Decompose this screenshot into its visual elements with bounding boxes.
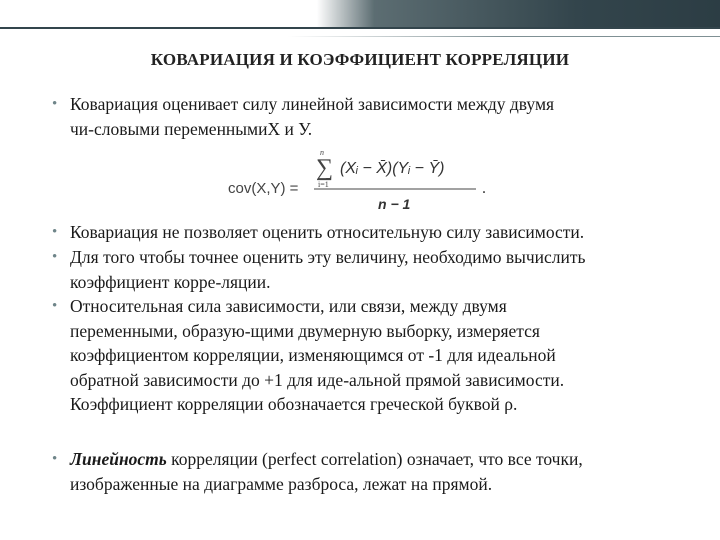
formula-denominator: n − 1 xyxy=(378,196,411,212)
bullet-text-line: обратной зависимости до +1 для иде-альной прямой зависимости. xyxy=(70,369,565,390)
bullet-text-line: Для того чтобы точнее оценить эту величину, необходимо вычислить xyxy=(70,247,586,267)
bullet-dot: • xyxy=(52,451,58,467)
bullet-text-line: изображенные на диаграмме разброса, лежат на прямой. xyxy=(70,473,493,494)
formula-sum-bottom: i=1 xyxy=(318,180,329,189)
bullet-dot: • xyxy=(52,96,58,112)
bullet-relative-strength xyxy=(52,294,690,417)
bullet-emphasis: Линейность xyxy=(70,449,167,469)
slide-title: КОВАРИАЦИЯ И КОЭФФИЦИЕНТ КОРРЕЛЯЦИИ xyxy=(150,50,570,69)
bullet-limitation xyxy=(52,220,690,245)
bullet-text-line: коэффициент корре-ляции. xyxy=(70,271,271,292)
formula-sigma: ∑ xyxy=(316,155,334,181)
accent-line xyxy=(0,36,720,37)
formula-trailing-dot: . xyxy=(482,180,486,197)
bullet-dot: • xyxy=(52,224,58,240)
bullet-text-line: переменными, образую-щими двумерную выборку, измеряется xyxy=(70,320,540,341)
header-band xyxy=(0,0,720,28)
header-divider xyxy=(0,27,720,29)
bullet-linearity xyxy=(52,447,690,496)
bullet-text-line: Ковариация оценивает силу линейной зависимости между двумя xyxy=(70,94,555,114)
bullet-text-line: Ковариация не позволяет оценить относительную силу зависимости. xyxy=(70,222,585,242)
bullet-dot: • xyxy=(52,249,58,265)
bullet-dot: • xyxy=(52,298,58,314)
formula-sum-top: n xyxy=(320,148,324,157)
bullet-text-line: чи-словыми переменнымиX и У. xyxy=(70,118,313,139)
formula-lhs: cov(X,Y) = xyxy=(228,180,299,197)
bullet-covariance xyxy=(52,92,690,141)
covariance-formula xyxy=(228,143,498,215)
bullet-text-line: коэффициентом корреляции, изменяющимся от -1 для идеальной xyxy=(70,345,556,365)
bullet-text-line: Относительная сила зависимости, или связи, между двумя xyxy=(70,296,507,316)
formula-numerator: (Xᵢ − X̄)(Yᵢ − Ȳ) xyxy=(340,160,445,177)
bullet-text-line: Коэффициент корреляции обозначается греческой буквой ρ. xyxy=(70,394,518,414)
bullet-correlation-need xyxy=(52,245,690,294)
bullet-text-line: корреляции (perfect correlation) означает, что все точки, xyxy=(166,449,583,469)
